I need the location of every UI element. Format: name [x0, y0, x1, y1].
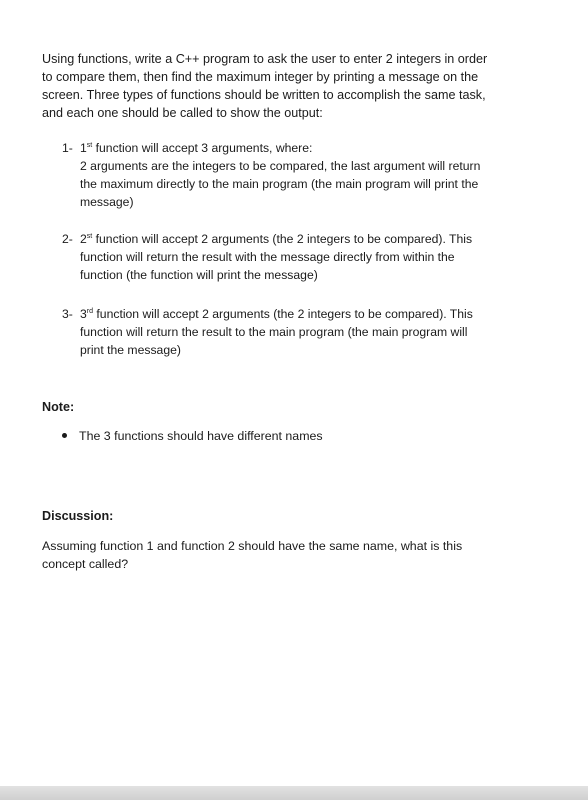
viewer-bottom-edge [0, 786, 588, 800]
task-line: function (the function will print the message) [80, 268, 318, 282]
intro-line: and each one should be called to show the output: [42, 106, 323, 120]
discussion-line: Assuming function 1 and function 2 should have the same name, what is this [42, 539, 463, 553]
task-number: 3- [62, 307, 73, 321]
note-bullet-item [62, 427, 323, 445]
ordinal-suffix: rd [86, 308, 94, 315]
task-item-3 [62, 305, 542, 359]
task-number: 1- [62, 141, 73, 155]
discussion-heading: Discussion: [42, 509, 114, 523]
ordinal-number: 3 [80, 307, 87, 321]
ordinal-number: 2 [80, 232, 87, 246]
task-line: function will return the result with the message directly from within the [80, 250, 455, 264]
task-line: function will return the result to the main program (the main program will [80, 325, 468, 339]
note-heading: Note: [42, 400, 75, 414]
task-item-2 [62, 230, 542, 284]
intro-line: to compare them, then find the maximum integer by printing a message on the [42, 70, 479, 84]
task-line: 2 arguments are the integers to be compared, the last argument will return [80, 159, 481, 173]
intro-line: screen. Three types of functions should be written to accomplish the same task, [42, 88, 486, 102]
ordinal-number: 1 [80, 141, 87, 155]
task-first-line [80, 139, 542, 157]
intro-line: Using functions, write a C++ program to ask the user to enter 2 integers in order [42, 52, 488, 66]
discussion-question [42, 537, 522, 573]
task-item-1 [62, 139, 542, 211]
intro-paragraph [42, 50, 542, 122]
task-first-line [80, 305, 542, 323]
task-number: 2- [62, 232, 73, 246]
task-line: message) [80, 195, 134, 209]
task-line: the maximum directly to the main program (the main program will print the [80, 177, 479, 191]
discussion-line: concept called? [42, 557, 129, 571]
task-first-line-text: function will accept 3 arguments, where: [92, 141, 313, 155]
bullet-dot-icon [62, 433, 67, 438]
ordinal-suffix: st [86, 142, 93, 149]
ordinal-suffix: st [86, 233, 93, 240]
note-bullet-text: The 3 functions should have different names [79, 429, 323, 443]
task-first-line [80, 230, 542, 248]
task-first-line-text: function will accept 2 arguments (the 2 integers to be compared). This [93, 307, 473, 321]
task-line: print the message) [80, 343, 181, 357]
task-first-line-text: function will accept 2 arguments (the 2 integers to be compared). This [92, 232, 473, 246]
